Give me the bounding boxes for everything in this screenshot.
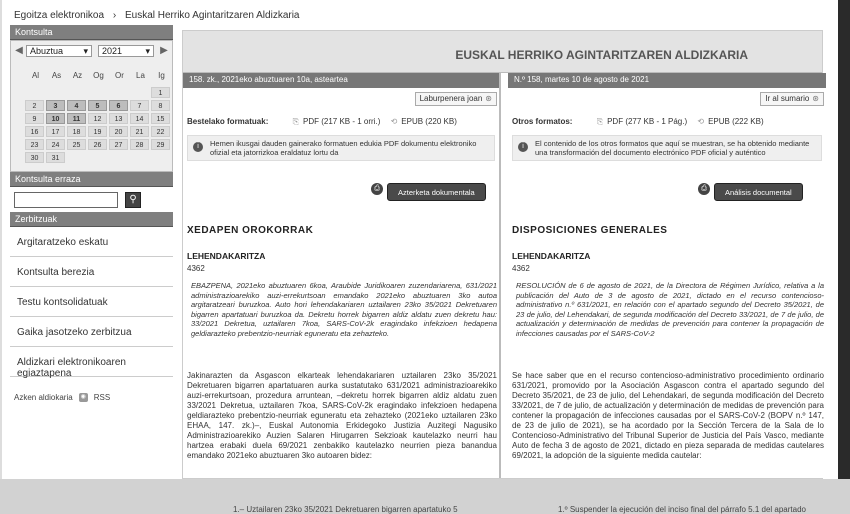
calendar-day[interactable]: 14 [130, 113, 149, 124]
main-content [182, 30, 824, 514]
calendar-day[interactable]: 20 [109, 126, 128, 137]
calendar-day[interactable]: 5 [88, 100, 107, 111]
calendar-empty-cell [46, 87, 65, 98]
format-note [187, 135, 495, 161]
body-text: Se hace saber que en el recurso contencioso-administrativo procedimiento ordinario 631/2021, promovido por la Asociación Asgascon contra el apartado segundo del Decreto 35/2021, de 23 de julio, del Lehendakari, de segunda modificación del Decreto 33/2021, de 7 de julio, de actualización y determinación de medidas de prevención para contener la propagación de infecciones causadas por el SARS-CoV-2 (BOPV n.º 147, de 23 de julio de 2021), se ha acordado por la Sección Tercera de la Sala de lo Contencioso-Administrativo del Tribunal Superior de Justicia del País Vasco, mediante Auto de fecha 3 de agosto de 2021, dictado en pieza separada de medidas cautelares 69/2021, la adopción de la siguiente medida cautelar: [512, 371, 824, 460]
menu-item-kontsulta-berezia[interactable]: Kontsulta berezia [10, 257, 173, 287]
arrow-right-icon: ⊛ [485, 94, 492, 103]
summary-button[interactable] [760, 92, 824, 106]
menu-item-gaika[interactable]: Gaika jasotzeko zerbitzua [10, 317, 173, 347]
weekday-label: Al [31, 71, 40, 80]
breadcrumb-separator: › [112, 10, 117, 21]
calendar-day[interactable]: 3 [46, 100, 65, 111]
search-input[interactable] [14, 192, 118, 208]
calendar-day[interactable]: 8 [151, 100, 170, 111]
document-analysis-button[interactable]: Azterketa dokumentala [387, 183, 486, 201]
weekday-label: La [136, 71, 145, 80]
calendar [10, 40, 173, 172]
column-spanish [508, 73, 826, 514]
calendar-day[interactable]: 28 [130, 139, 149, 150]
calendar-day[interactable]: 6 [109, 100, 128, 111]
sidebar [10, 25, 173, 479]
pdf-icon: ⎘ [292, 117, 299, 126]
calendar-day[interactable]: 31 [46, 152, 65, 163]
month-select[interactable] [26, 45, 92, 57]
info-icon: i [193, 142, 203, 152]
document-number: 4362 [187, 264, 205, 273]
sidebar-footer [10, 377, 173, 418]
abstract-text: EBAZPENA, 2021eko abuztuaren 6koa, Araubide Juridikoaren zuzendariarena, 631/2021 administrazioarekiko auzi-errekurtsoan emandako 2021eko abuztuaren 3ko autoa argitaratzeari buruzkoa. Auto hori lehendakariaren uztailaren 23ko 35/2021 Dekretuaren bigarren apartatuari buruzkoa da. Dekretu horrek bigarren aldiz aldatu zuen dekretu hau: 33/2021 Dekretua, uztailaren 7koa, SARS-CoV-2k eragindako infekzioen hedapena geldiarazteko prebentzio-neurriak eguneratu eta zehazteko. [191, 281, 497, 338]
weekday-label: Ig [158, 71, 165, 80]
document-analysis-button[interactable]: Análisis documental [714, 183, 803, 201]
formats-row [187, 117, 457, 127]
calendar-day[interactable]: 16 [25, 126, 44, 137]
chevron-down-icon: ▾ [145, 46, 150, 56]
format-note-text: El contenido de los otros formatos que aquí se muestran, se ha obtenido mediante una transformación del documento electrónico PDF oficial y auténtico [535, 139, 810, 157]
chevron-down-icon: ▾ [83, 46, 88, 56]
calendar-day[interactable]: 11 [67, 113, 86, 124]
format-note-text: Hemen ikusgai dauden gainerako formatuen edukia PDF dokumentu elektroniko ofizial eta jatorrizkoa eraldatuz lortu da [210, 139, 477, 157]
calendar-empty-cell [25, 87, 44, 98]
breadcrumb-current: Euskal Herriko Agintaritzaren Aldizkaria [124, 10, 300, 21]
calendar-day[interactable]: 27 [109, 139, 128, 150]
rss-link[interactable]: RSS [93, 393, 111, 402]
calendar-day[interactable]: 24 [46, 139, 65, 150]
column-basque [183, 73, 501, 514]
calendar-day[interactable]: 18 [67, 126, 86, 137]
calendar-next-icon[interactable]: ▶ [160, 45, 168, 56]
calendar-day[interactable]: 30 [25, 152, 44, 163]
formats-row [512, 117, 764, 127]
calendar-weekdays [25, 71, 172, 80]
formats-label: Bestelako formatuak: [187, 117, 269, 126]
epub-link[interactable]: EPUB (220 KB) [401, 117, 457, 126]
calendar-day[interactable]: 23 [25, 139, 44, 150]
body-continuation: 1.– Uztailaren 23ko 35/2021 Dekretuaren bigarren apartatuko 5 [233, 505, 458, 514]
calendar-day[interactable]: 29 [151, 139, 170, 150]
pdf-link[interactable]: PDF (277 KB - 1 Pág.) [607, 117, 688, 126]
search-icon[interactable]: ⚲ [125, 192, 141, 208]
calendar-prev-icon[interactable]: ◀ [15, 45, 23, 56]
document-number: 4362 [512, 264, 530, 273]
section-title: XEDAPEN OROKORRAK [187, 225, 314, 236]
section-title: DISPOSICIONES GENERALES [512, 225, 668, 236]
body-text: Jakinarazten da Asgascon elkarteak lehendakariaren uztailaren 23ko 35/2021 Dekretuaren bigarren apartatuaren aurka sustatutako 631/2021 administrazioarekiko auzi-errekurtsoan, prozedura arruntean, –dekretu horrek bigarren aldiz aldatu zuen 33/2021 Dekretua, uztailaren 7koa, SARS-CoV-2k eragindako infekzioen hedapena geldiarazteko prebentzio-neurriak eguneratu eta zehazteko (2021eko uztailaren 23ko EHAA, 147. zk.)–, Euskal Autonomia Erkidegoko Justizia Auzitegi Nagusiko Administrazioarekiko Auzien Salaren Hirugarren Sekzioak kautelazko neurri hau hartzea erabaki duela 69/2021 zenbakiko kautelazko neurrien pieza banandua emandako 2021eko abuztuaren 3ko autoaren bidez: [187, 371, 497, 460]
calendar-day[interactable]: 26 [88, 139, 107, 150]
rss-icon[interactable]: ◉ [80, 394, 86, 400]
weekday-label: As [51, 71, 62, 80]
summary-button-label: Laburpenera joan [419, 94, 483, 103]
calendar-day[interactable]: 4 [67, 100, 86, 111]
calendar-day[interactable]: 13 [109, 113, 128, 124]
print-icon[interactable]: ⎙ [371, 183, 383, 195]
print-icon[interactable]: ⎙ [698, 183, 710, 195]
last-issue-link[interactable]: Azken aldiokaria [14, 393, 73, 402]
year-select[interactable] [98, 45, 154, 57]
zerbitzuak-header: Zerbitzuak [10, 212, 173, 227]
calendar-day[interactable]: 9 [25, 113, 44, 124]
calendar-day[interactable]: 15 [151, 113, 170, 124]
format-note [512, 135, 822, 161]
breadcrumb-home[interactable]: Egoitza elektronikoa [14, 10, 105, 21]
calendar-empty-cell [130, 87, 149, 98]
body-continuation: 1.º Suspender la ejecución del inciso final del párrafo 5.1 del apartado [558, 505, 806, 514]
info-icon: i [518, 142, 528, 152]
epub-icon: ⟲ [697, 117, 705, 126]
summary-button[interactable] [415, 92, 497, 106]
weekday-label: Og [93, 71, 104, 80]
year-value: 2021 [102, 46, 123, 56]
calendar-day[interactable]: 21 [130, 126, 149, 137]
menu-item-testu-kontsolidatuak[interactable]: Testu kontsolidatuak [10, 287, 173, 317]
konsulta-header: Kontsulta [10, 25, 173, 40]
calendar-day[interactable]: 17 [46, 126, 65, 137]
calendar-empty-cell [88, 87, 107, 98]
calendar-day[interactable]: 19 [88, 126, 107, 137]
search-row [10, 187, 173, 212]
page-title: EUSKAL HERRIKO AGINTARITZAREN ALDIZKARIA [183, 31, 822, 73]
pdf-icon: ⎘ [596, 117, 604, 126]
calendar-day[interactable]: 1 [151, 87, 170, 98]
calendar-grid [25, 87, 172, 163]
epub-link[interactable]: EPUB (222 KB) [708, 117, 764, 126]
calendar-day[interactable]: 10 [46, 113, 65, 124]
pdf-link[interactable]: PDF (217 KB - 1 orri.) [303, 117, 381, 126]
breadcrumb [14, 10, 306, 21]
epub-icon: ⟲ [390, 117, 398, 126]
calendar-day[interactable]: 7 [130, 100, 149, 111]
calendar-day[interactable]: 22 [151, 126, 170, 137]
issue-number-bar: 158. zk., 2021eko abuztuaren 10a, asteartea [183, 73, 499, 88]
formats-label: Otros formatos: [512, 117, 573, 126]
menu-item-argitaratzeko[interactable]: Argitaratzeko eskatu [10, 227, 173, 257]
calendar-day[interactable]: 12 [88, 113, 107, 124]
calendar-empty-cell [67, 87, 86, 98]
menu-item-egiaztapena[interactable]: Aldizkari elektronikoaren egiaztapena [10, 347, 173, 377]
calendar-day[interactable]: 25 [67, 139, 86, 150]
weekday-label: Az [72, 71, 83, 80]
services-menu [10, 227, 173, 377]
department: LEHENDAKARITZA [187, 251, 266, 261]
issue-number-bar: N.º 158, martes 10 de agosto de 2021 [508, 73, 826, 88]
calendar-day[interactable]: 2 [25, 100, 44, 111]
department: LEHENDAKARITZA [512, 251, 591, 261]
weekday-label: Or [115, 71, 124, 80]
month-value: Abuztua [30, 46, 64, 56]
summary-button-label: Ir al sumario [765, 94, 810, 103]
arrow-right-icon: ⊛ [812, 94, 819, 103]
calendar-empty-cell [109, 87, 128, 98]
konsulta-erraza-header: Kontsulta erraza [10, 172, 173, 187]
abstract-text: RESOLUCIÓN de 6 de agosto de 2021, de la Directora de Régimen Jurídico, relativa a la publicación del Auto de 3 de agosto de 2021, dictado en el recurso contencioso-administrativo n.º 631/2021, en relación con el apartado segundo del Decreto 35/2021, de 23 de julio, del Lehendakari, de segunda modificación del Decreto 33/2021, de 7 de julio, de actualización y determinación de medidas de prevención para contener la propagación de infecciones causadas por el SARS-CoV-2 [516, 281, 824, 338]
